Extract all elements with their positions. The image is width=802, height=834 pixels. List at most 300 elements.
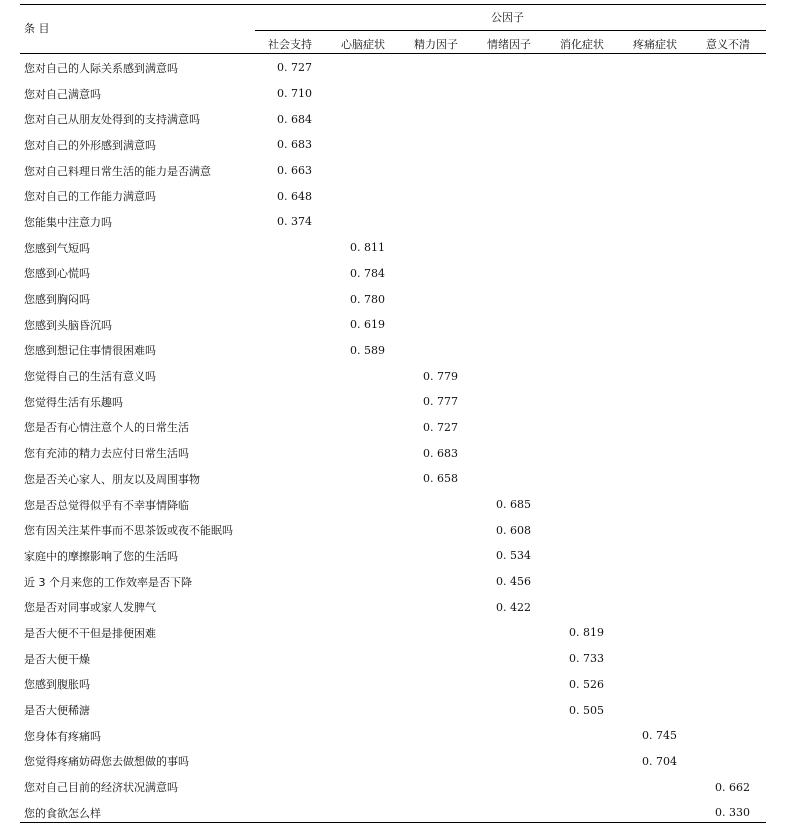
empty-cell [478, 415, 551, 441]
loading-cell [478, 543, 551, 569]
empty-cell [551, 81, 624, 107]
loading-cell [405, 363, 478, 389]
item-label: 您的食欲怎么样 [24, 806, 101, 820]
empty-cell [551, 286, 624, 312]
loading-value: 0. 811 [350, 241, 385, 255]
table-row [20, 517, 770, 543]
empty-cell [332, 517, 405, 543]
empty-cell [259, 543, 332, 569]
empty-cell [259, 697, 332, 723]
empty-cell [551, 749, 624, 775]
item-label: 您感到腹胀吗 [24, 678, 90, 692]
loading-cell [551, 646, 624, 672]
loading-cell [478, 492, 551, 518]
empty-cell [332, 594, 405, 620]
empty-cell [697, 517, 770, 543]
loading-cell [624, 723, 697, 749]
empty-cell [697, 723, 770, 749]
table-top-rule [20, 4, 766, 5]
empty-cell [405, 594, 478, 620]
loading-cell [551, 697, 624, 723]
empty-cell [697, 286, 770, 312]
empty-cell [478, 749, 551, 775]
empty-cell [332, 697, 405, 723]
table-row [20, 440, 770, 466]
empty-cell [478, 466, 551, 492]
table-row [20, 749, 770, 775]
empty-cell [551, 723, 624, 749]
empty-cell [332, 106, 405, 132]
loading-value: 0. 780 [350, 292, 385, 306]
empty-cell [551, 389, 624, 415]
empty-cell [332, 389, 405, 415]
empty-cell [259, 235, 332, 261]
empty-cell [478, 286, 551, 312]
empty-cell [259, 723, 332, 749]
empty-cell [332, 158, 405, 184]
item-label: 您对自己从朋友处得到的支持满意吗 [24, 113, 200, 127]
empty-cell [551, 774, 624, 800]
loading-value: 0. 648 [277, 189, 312, 203]
table-row [20, 363, 770, 389]
empty-cell [478, 389, 551, 415]
empty-cell [624, 646, 697, 672]
loading-cell [259, 55, 332, 81]
empty-cell [478, 183, 551, 209]
empty-cell [624, 440, 697, 466]
empty-cell [332, 466, 405, 492]
table-row [20, 492, 770, 518]
item-label: 您感到心慌吗 [24, 267, 90, 281]
empty-cell [697, 312, 770, 338]
loading-cell [332, 338, 405, 364]
empty-cell [332, 620, 405, 646]
item-label: 您身体有疼痛吗 [24, 729, 101, 743]
table-row [20, 261, 770, 287]
empty-cell [405, 132, 478, 158]
column-header-digestive: 消化症状 [560, 38, 604, 51]
empty-cell [405, 749, 478, 775]
empty-cell [332, 183, 405, 209]
item-label: 您感到胸闷吗 [24, 293, 90, 307]
loading-value: 0. 658 [423, 472, 458, 486]
item-label: 您对自己料理日常生活的能力是否满意 [24, 164, 211, 178]
table-row [20, 466, 770, 492]
loading-value: 0. 534 [496, 549, 531, 563]
empty-cell [259, 646, 332, 672]
loading-cell [259, 81, 332, 107]
empty-cell [551, 543, 624, 569]
table-row [20, 312, 770, 338]
empty-cell [697, 569, 770, 595]
empty-cell [478, 723, 551, 749]
empty-cell [405, 672, 478, 698]
empty-cell [624, 594, 697, 620]
loading-cell [259, 132, 332, 158]
table-row [20, 55, 770, 81]
empty-cell [624, 697, 697, 723]
empty-cell [478, 774, 551, 800]
empty-cell [259, 440, 332, 466]
loading-value: 0. 456 [496, 575, 531, 589]
empty-cell [478, 81, 551, 107]
loading-value: 0. 704 [642, 754, 677, 768]
empty-cell [624, 235, 697, 261]
loading-value: 0. 784 [350, 266, 385, 280]
empty-cell [405, 774, 478, 800]
loading-cell [332, 286, 405, 312]
empty-cell [478, 363, 551, 389]
column-header-emotion: 情绪因子 [487, 38, 531, 51]
empty-cell [624, 466, 697, 492]
table-row [20, 235, 770, 261]
empty-cell [697, 363, 770, 389]
loading-cell [332, 261, 405, 287]
loading-cell [332, 235, 405, 261]
empty-cell [332, 363, 405, 389]
item-label: 是否大便不干但是排便困难 [24, 626, 156, 640]
loading-cell [332, 312, 405, 338]
empty-cell [624, 569, 697, 595]
empty-cell [624, 286, 697, 312]
empty-cell [624, 132, 697, 158]
loading-value: 0. 663 [277, 164, 312, 178]
empty-cell [624, 338, 697, 364]
empty-cell [478, 261, 551, 287]
empty-cell [697, 466, 770, 492]
table-row [20, 569, 770, 595]
common-factor-label: 公因子 [491, 11, 524, 24]
empty-cell [478, 338, 551, 364]
loading-value: 0. 526 [569, 677, 604, 691]
empty-cell [697, 594, 770, 620]
loading-value: 0. 589 [350, 343, 385, 357]
item-column-header: 条 目 [24, 22, 50, 35]
empty-cell [259, 338, 332, 364]
loading-value: 0. 422 [496, 600, 531, 614]
empty-cell [624, 492, 697, 518]
empty-cell [624, 774, 697, 800]
empty-cell [697, 389, 770, 415]
loading-cell [551, 620, 624, 646]
empty-cell [332, 209, 405, 235]
empty-cell [697, 81, 770, 107]
empty-cell [697, 209, 770, 235]
loading-value: 0. 733 [569, 652, 604, 666]
item-label: 您对自己目前的经济状况满意吗 [24, 781, 178, 795]
item-label: 是否大便稀溏 [24, 704, 90, 718]
table-row [20, 389, 770, 415]
empty-cell [697, 646, 770, 672]
table-row [20, 594, 770, 620]
empty-cell [697, 261, 770, 287]
empty-cell [259, 620, 332, 646]
loading-value: 0. 777 [423, 395, 458, 409]
empty-cell [478, 235, 551, 261]
empty-cell [405, 620, 478, 646]
empty-cell [332, 492, 405, 518]
empty-cell [332, 415, 405, 441]
loading-cell [697, 774, 770, 800]
empty-cell [405, 312, 478, 338]
loading-cell [405, 440, 478, 466]
empty-cell [332, 81, 405, 107]
empty-cell [405, 81, 478, 107]
empty-cell [551, 440, 624, 466]
empty-cell [697, 492, 770, 518]
item-label: 是否大便干燥 [24, 652, 90, 666]
loading-value: 0. 330 [715, 806, 750, 820]
loading-cell [405, 466, 478, 492]
empty-cell [332, 132, 405, 158]
empty-cell [259, 569, 332, 595]
empty-cell [697, 697, 770, 723]
loading-cell [624, 749, 697, 775]
empty-cell [697, 55, 770, 81]
group-header-rule [255, 30, 766, 31]
column-header-unclear: 意义不清 [706, 38, 750, 51]
loading-cell [259, 158, 332, 184]
loading-cell [259, 183, 332, 209]
empty-cell [697, 440, 770, 466]
empty-cell [478, 672, 551, 698]
empty-cell [332, 800, 405, 826]
empty-cell [697, 183, 770, 209]
item-label: 您对自己的人际关系感到满意吗 [24, 61, 178, 75]
empty-cell [405, 646, 478, 672]
empty-cell [551, 492, 624, 518]
empty-cell [478, 800, 551, 826]
loading-value: 0. 662 [715, 780, 750, 794]
empty-cell [259, 492, 332, 518]
empty-cell [551, 183, 624, 209]
empty-cell [405, 55, 478, 81]
loading-value: 0. 619 [350, 318, 385, 332]
table-row [20, 697, 770, 723]
empty-cell [624, 389, 697, 415]
item-label: 您感到头脑昏沉吗 [24, 318, 112, 332]
empty-cell [624, 106, 697, 132]
empty-cell [405, 261, 478, 287]
empty-cell [551, 800, 624, 826]
loading-value: 0. 374 [277, 215, 312, 229]
item-label: 您感到气短吗 [24, 241, 90, 255]
empty-cell [624, 517, 697, 543]
empty-cell [624, 363, 697, 389]
empty-cell [332, 749, 405, 775]
empty-cell [478, 209, 551, 235]
empty-cell [332, 569, 405, 595]
item-label: 您能集中注意力吗 [24, 215, 112, 229]
factor-loading-table [20, 55, 770, 826]
empty-cell [478, 312, 551, 338]
empty-cell [405, 106, 478, 132]
item-label: 您觉得生活有乐趣吗 [24, 395, 123, 409]
empty-cell [551, 569, 624, 595]
table-row [20, 723, 770, 749]
loading-cell [478, 569, 551, 595]
loading-value: 0. 819 [569, 626, 604, 640]
empty-cell [332, 723, 405, 749]
empty-cell [332, 774, 405, 800]
empty-cell [551, 261, 624, 287]
empty-cell [697, 132, 770, 158]
loading-value: 0. 745 [642, 729, 677, 743]
empty-cell [697, 106, 770, 132]
empty-cell [259, 774, 332, 800]
item-label: 家庭中的摩擦影响了您的生活吗 [24, 549, 178, 563]
loading-value: 0. 685 [496, 498, 531, 512]
header-bottom-rule [20, 53, 766, 54]
empty-cell [551, 594, 624, 620]
empty-cell [624, 800, 697, 826]
table-row [20, 338, 770, 364]
table-row [20, 81, 770, 107]
empty-cell [405, 492, 478, 518]
empty-cell [478, 106, 551, 132]
empty-cell [697, 158, 770, 184]
item-label: 您对自己满意吗 [24, 87, 101, 101]
empty-cell [697, 543, 770, 569]
table-row [20, 158, 770, 184]
loading-cell [697, 800, 770, 826]
empty-cell [405, 517, 478, 543]
item-label: 您感到想记住事情很困难吗 [24, 344, 156, 358]
empty-cell [478, 158, 551, 184]
item-label: 近 3 个月来您的工作效率是否下降 [24, 575, 192, 589]
loading-cell [259, 106, 332, 132]
empty-cell [332, 646, 405, 672]
column-header-cardio-cerebral: 心脑症状 [341, 38, 385, 51]
empty-cell [551, 158, 624, 184]
item-label: 您是否关心家人、朋友以及周围事物 [24, 472, 200, 486]
empty-cell [624, 55, 697, 81]
empty-cell [478, 646, 551, 672]
empty-cell [551, 415, 624, 441]
loading-cell [551, 672, 624, 698]
empty-cell [697, 749, 770, 775]
empty-cell [478, 697, 551, 723]
empty-cell [332, 440, 405, 466]
empty-cell [405, 286, 478, 312]
item-label: 您有因关注某件事而不思茶饭或夜不能眠吗 [24, 524, 233, 538]
empty-cell [624, 415, 697, 441]
loading-value: 0. 684 [277, 112, 312, 126]
empty-cell [259, 363, 332, 389]
empty-cell [551, 209, 624, 235]
empty-cell [405, 209, 478, 235]
empty-cell [624, 81, 697, 107]
table-row [20, 646, 770, 672]
loading-value: 0. 779 [423, 369, 458, 383]
loading-cell [478, 517, 551, 543]
loading-cell [259, 209, 332, 235]
empty-cell [405, 569, 478, 595]
empty-cell [259, 800, 332, 826]
empty-cell [551, 106, 624, 132]
empty-cell [478, 440, 551, 466]
column-header-energy: 精力因子 [414, 38, 458, 51]
empty-cell [259, 415, 332, 441]
empty-cell [259, 466, 332, 492]
item-label: 您有充沛的精力去应付日常生活吗 [24, 447, 189, 461]
empty-cell [405, 183, 478, 209]
empty-cell [551, 312, 624, 338]
empty-cell [697, 235, 770, 261]
empty-cell [624, 158, 697, 184]
empty-cell [551, 55, 624, 81]
item-label: 您觉得疼痛妨碍您去做想做的事吗 [24, 755, 189, 769]
empty-cell [405, 543, 478, 569]
empty-cell [551, 363, 624, 389]
empty-cell [697, 415, 770, 441]
empty-cell [259, 261, 332, 287]
loading-cell [405, 415, 478, 441]
empty-cell [405, 235, 478, 261]
empty-cell [405, 800, 478, 826]
table-row [20, 132, 770, 158]
empty-cell [259, 672, 332, 698]
empty-cell [259, 286, 332, 312]
column-header-pain: 疼痛症状 [633, 38, 677, 51]
table-row [20, 183, 770, 209]
item-label: 您是否有心情注意个人的日常生活 [24, 421, 189, 435]
item-label: 您是否总觉得似乎有不幸事情降临 [24, 498, 189, 512]
loading-value: 0. 683 [423, 446, 458, 460]
empty-cell [551, 338, 624, 364]
empty-cell [624, 261, 697, 287]
empty-cell [624, 183, 697, 209]
empty-cell [259, 517, 332, 543]
empty-cell [332, 672, 405, 698]
empty-cell [624, 209, 697, 235]
empty-cell [405, 158, 478, 184]
empty-cell [332, 55, 405, 81]
loading-cell [405, 389, 478, 415]
item-label: 您是否对同事或家人发脾气 [24, 601, 156, 615]
empty-cell [697, 338, 770, 364]
empty-cell [551, 235, 624, 261]
item-label: 您对自己的工作能力满意吗 [24, 190, 156, 204]
loading-value: 0. 505 [569, 703, 604, 717]
column-header-social-support: 社会支持 [268, 38, 312, 51]
empty-cell [551, 132, 624, 158]
loading-value: 0. 608 [496, 523, 531, 537]
table-row [20, 672, 770, 698]
empty-cell [551, 517, 624, 543]
empty-cell [478, 620, 551, 646]
empty-cell [259, 749, 332, 775]
empty-cell [624, 543, 697, 569]
empty-cell [478, 55, 551, 81]
empty-cell [259, 312, 332, 338]
empty-cell [697, 620, 770, 646]
table-row [20, 620, 770, 646]
empty-cell [551, 466, 624, 492]
table-row [20, 800, 770, 826]
loading-value: 0. 683 [277, 138, 312, 152]
empty-cell [259, 389, 332, 415]
empty-cell [259, 594, 332, 620]
table-row [20, 415, 770, 441]
table-row [20, 543, 770, 569]
empty-cell [405, 338, 478, 364]
empty-cell [697, 672, 770, 698]
empty-cell [332, 543, 405, 569]
loading-value: 0. 710 [277, 87, 312, 101]
item-label: 您对自己的外形感到满意吗 [24, 138, 156, 152]
table-row [20, 209, 770, 235]
